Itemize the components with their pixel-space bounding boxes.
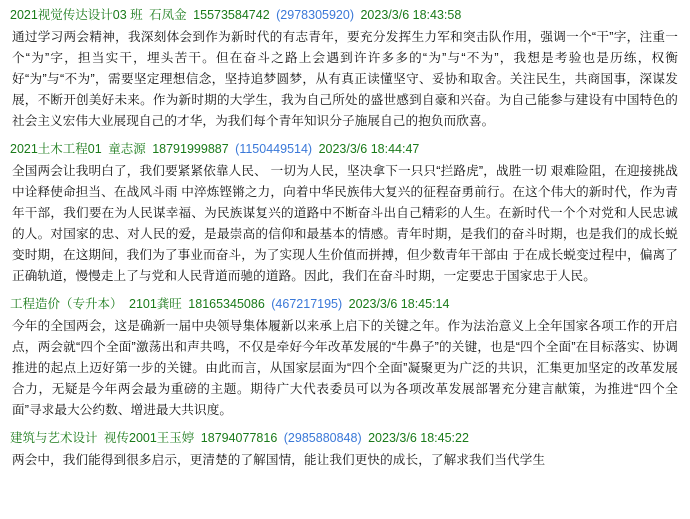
post-date: 2023/3/6 18:45:14 (348, 297, 450, 311)
post-meta (10, 429, 680, 447)
post-entry (10, 429, 680, 471)
post-content: 全国两会让我明白了，我们要紧紧依靠人民、 一切为人民，坚决拿下一只只“拦路虎”，战胜一切 艰难险阻，在迎接挑战中诠释使命担当、在战风斗雨 中淬炼铿锵之力，向着中华民族伟大复兴的征程奋勇前行。在这个伟大的新时代，作为青年干部，我们要在为人民谋幸福、为民族谋复兴的道路中不断奋斗出自己精彩的人生。在新时代一个个对党和人民忠诚的人。对国家的忠、对人民的爱，是最崇高的信仰和最基本的情感。青年时期，是我们的奋斗时期，也是我们的成长蜕变时期，在这期间，我们为了事业而奋斗，为了实现人生价值而拼搏，但少数青年干部由 于在成长蜕变过程中，偏离了正确轨道，慢慢走上了与党和人民背道而驰的道路。因此，我们在奋斗时期，一定要忠于国家忠于人民。 (12, 164, 678, 283)
post-date: 2023/3/6 18:44:47 (318, 142, 420, 156)
post-meta (10, 295, 680, 313)
post-class: 2021土木工程01 (10, 142, 102, 156)
post-content: 今年的全国两会，这是确新一届中央领导集体履新以来承上启下的关键之年。作为法治意义上全年国家各项工作的开启点，两会就“四个全面”激荡出和声共鸣，不仅是牵好今年改革发展的“牛鼻子”的关键，也是“四个全面”在目标落实、协调推进的起点上迈好第一步的关键。由此而言，从国家层面为“四个全面”凝聚更为广泛的共识，汇集更加坚定的改革发展合力，无疑是今年两会最为重磅的主题。期待广大代表委员可以为各项改革发展部署充分建言献策，为推进“四个全面”寻求最大公约数、增进最大共识度。 (12, 319, 678, 417)
post-content: 两会中，我们能得到很多启示，更清楚的了解国情，能让我们更快的成长，了解求我们当代学生 (12, 453, 546, 467)
post-date: 2023/3/6 18:45:22 (368, 431, 469, 445)
post-class: 建筑与艺术设计 (10, 431, 98, 445)
post-entry (10, 140, 680, 287)
post-author: 视传2001王玉婷 (104, 431, 195, 445)
post-phone: 18794077816 (200, 431, 278, 445)
post-phone: 18165345086 (188, 297, 265, 311)
post-class: 2021视觉传达设计03 班 (10, 8, 143, 22)
post-entry (10, 6, 680, 132)
post-qq[interactable]: (2978305920) (276, 8, 354, 22)
post-phone: 18791999887 (152, 142, 229, 156)
post-author: 2101龚旺 (129, 297, 182, 311)
post-phone: 15573584742 (193, 8, 270, 22)
post-entry (10, 295, 680, 421)
post-meta (10, 6, 680, 24)
post-meta (10, 140, 680, 158)
post-qq[interactable]: (467217195) (271, 297, 343, 311)
post-qq[interactable]: (2985880848) (283, 431, 362, 445)
post-author: 童志源 (108, 142, 146, 156)
post-content: 通过学习两会精神，我深刻体会到作为新时代的有志青年，要充分发挥生力军和突击队作用，强调一个“干”字，注重一个“为”字，担当实干，埋头苦干。但在奋斗之路上会遇到许许多多的“为”与“不为”，我想是考验也是历练，权衡好“为”与“不为”，需要坚定理想信念，坚持追梦圆梦，从有真正读懂坚守、妥协和取舍。关注民生，共商国事，深谋发展，不断开创美好未来。作为新时期的大学生，我为自己所处的盛世感到自豪和兴奋。为自己能参与建设有中国特色的社会主义宏伟大业展现自己的才华，为我们每个青年知识分子施展自己的抱负而欣喜。 (12, 30, 678, 128)
post-class: 工程造价（专升本） (10, 297, 123, 311)
post-date: 2023/3/6 18:43:58 (360, 8, 462, 22)
post-qq[interactable]: (1150449514) (235, 142, 313, 156)
post-author: 石凤金 (149, 8, 187, 22)
